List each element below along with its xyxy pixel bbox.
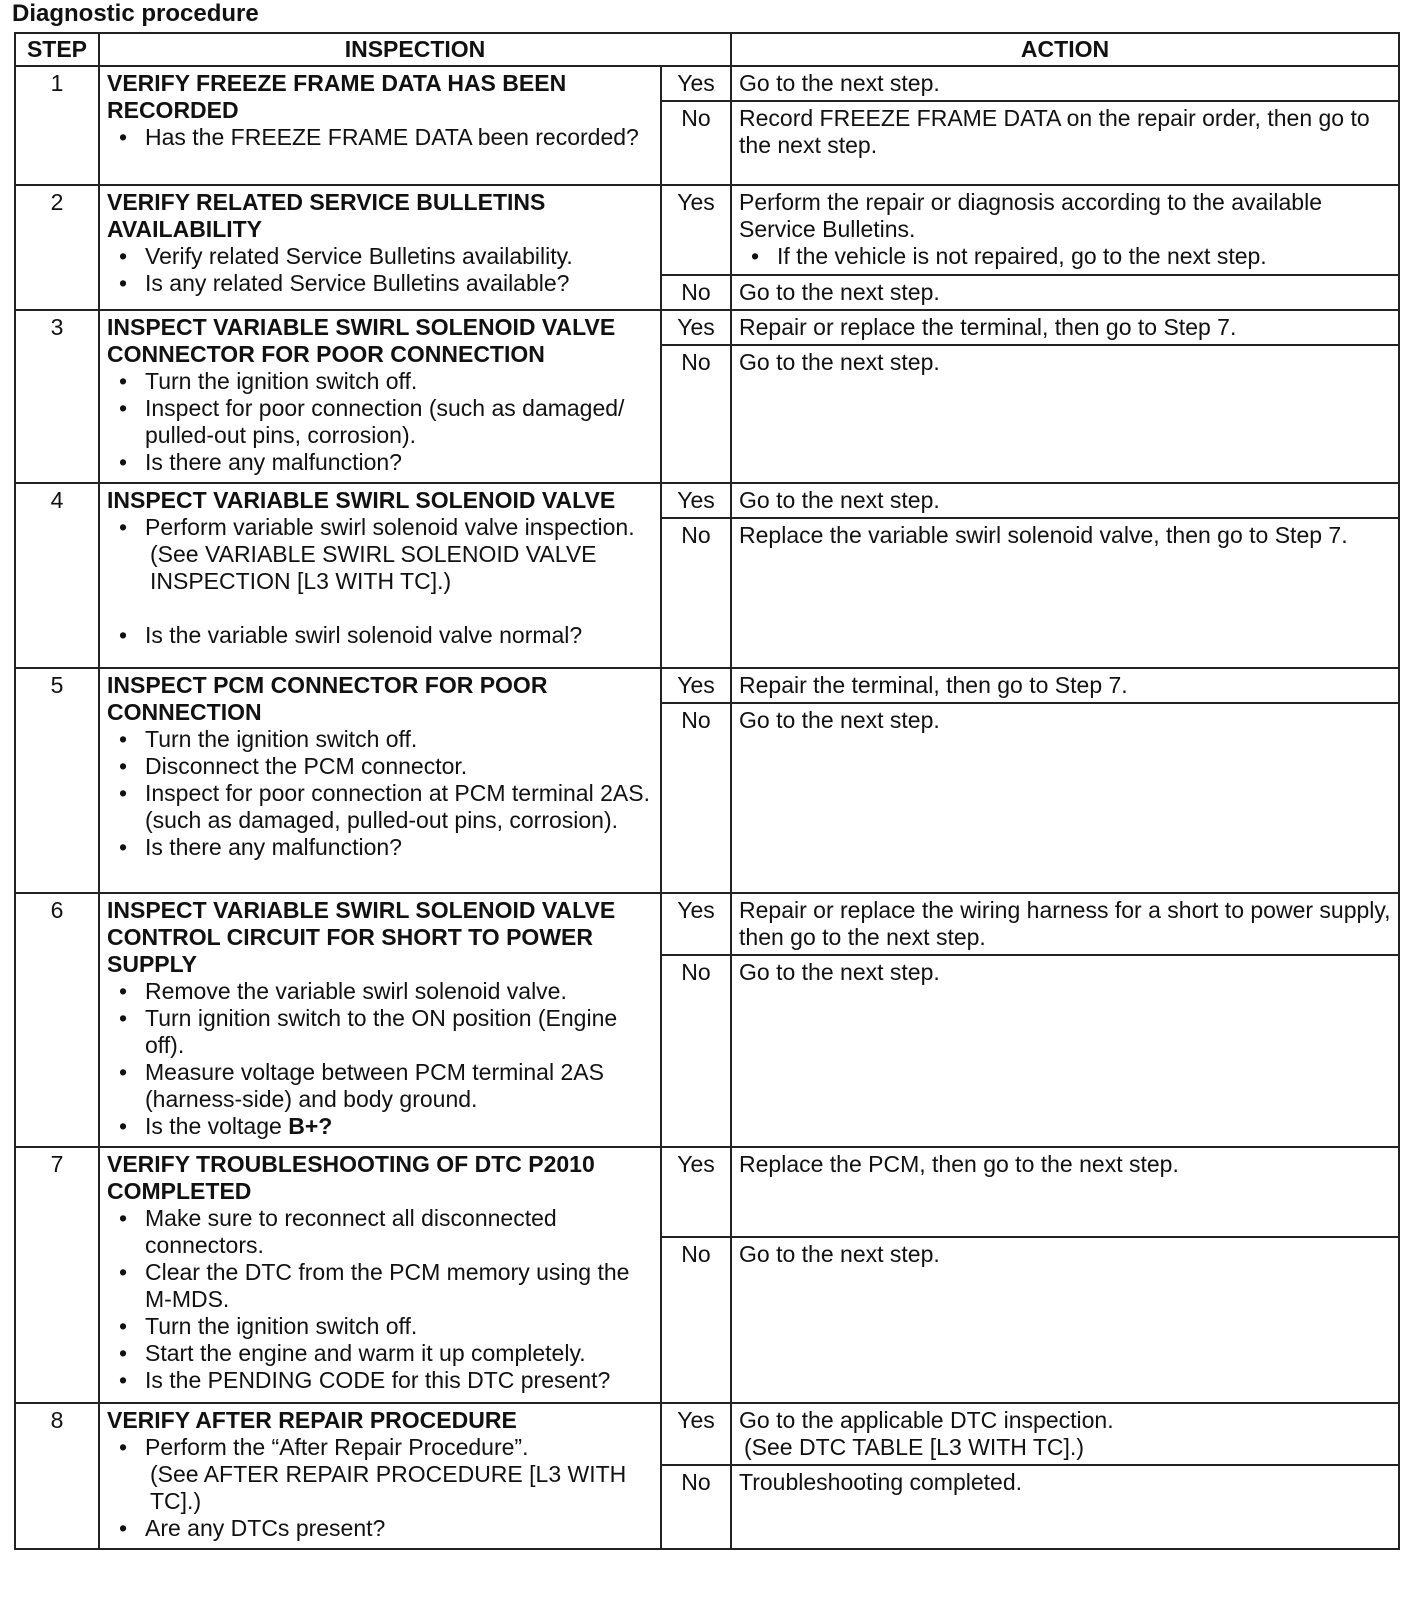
- step-number: 8: [15, 1403, 99, 1549]
- yes-label: Yes: [661, 668, 731, 703]
- step-number: 2: [15, 185, 99, 310]
- step-number: 4: [15, 483, 99, 668]
- no-label: No: [661, 518, 731, 668]
- no-action: Replace the variable swirl solenoid valve, then go to Step 7.: [731, 518, 1399, 668]
- no-action: Go to the next step.: [731, 345, 1399, 483]
- no-label: No: [661, 1237, 731, 1403]
- yes-action: [731, 1403, 1399, 1465]
- page-title: Diagnostic procedure: [12, 0, 259, 27]
- step-number: 3: [15, 310, 99, 483]
- inspection-bullets: [107, 978, 653, 1140]
- bullet-item: • If the vehicle is not repaired, go to the next step.: [739, 243, 1391, 270]
- bullet-item: • Clear the DTC from the PCM memory using the M-MDS.: [107, 1259, 653, 1313]
- step-4-yes-row: [15, 483, 1399, 518]
- see-reference-note: (See DTC TABLE [L3 WITH TC].): [744, 1434, 1084, 1460]
- step-3-yes-row: [15, 310, 1399, 345]
- header-step: STEP: [15, 33, 99, 66]
- see-reference-note: (See VARIABLE SWIRL SOLENOID VALVE INSPECTION [L3 WITH TC].): [150, 541, 597, 594]
- yes-label: Yes: [661, 66, 731, 101]
- bullet-text: Perform the “After Repair Procedure”.: [145, 1434, 529, 1460]
- step-heading: INSPECT PCM CONNECTOR FOR POOR CONNECTION: [107, 672, 548, 725]
- inspection-bullets: [107, 243, 653, 297]
- bullet-item: • Are any DTCs present?: [107, 1515, 653, 1542]
- yes-action: [731, 185, 1399, 275]
- bullet-item: • Remove the variable swirl solenoid valve.: [107, 978, 653, 1005]
- inspection-bullets: [107, 1434, 653, 1542]
- step-2-yes-row: [15, 185, 1399, 275]
- step-inspection: [99, 668, 661, 893]
- bullet-item: • Make sure to reconnect all disconnected connectors.: [107, 1205, 653, 1259]
- yes-label: Yes: [661, 483, 731, 518]
- step-inspection: [99, 893, 661, 1147]
- action-bullets: [739, 243, 1391, 270]
- voltage-value: B+?: [288, 1113, 333, 1139]
- bullet-item: [107, 1434, 653, 1515]
- bullet-item: • Start the engine and warm it up completely.: [107, 1340, 653, 1367]
- no-label: No: [661, 955, 731, 1147]
- bullet-item: • Turn ignition switch to the ON position (Engine off).: [107, 1005, 653, 1059]
- inspection-bullets: [107, 726, 653, 861]
- bullet-text: Is the voltage: [145, 1113, 282, 1139]
- yes-action-text: Go to the applicable DTC inspection.: [739, 1407, 1114, 1433]
- bullet-item: • Turn the ignition switch off.: [107, 1313, 653, 1340]
- step-inspection: [99, 483, 661, 668]
- no-label: No: [661, 1465, 731, 1549]
- inspection-bullets: [107, 124, 653, 151]
- inspection-bullets: [107, 368, 653, 476]
- diagnostic-procedure-table: [14, 32, 1400, 1550]
- no-label: No: [661, 703, 731, 893]
- step-8-yes-row: [15, 1403, 1399, 1465]
- yes-action: Repair or replace the terminal, then go to Step 7.: [731, 310, 1399, 345]
- step-number: 5: [15, 668, 99, 893]
- yes-action: Go to the next step.: [731, 66, 1399, 101]
- bullet-item: [107, 1113, 653, 1140]
- bullet-item: • Measure voltage between PCM terminal 2AS (harness-side) and body ground.: [107, 1059, 653, 1113]
- yes-label: Yes: [661, 893, 731, 955]
- bullet-item: • Verify related Service Bulletins availability.: [107, 243, 653, 270]
- no-label: No: [661, 101, 731, 185]
- yes-label: Yes: [661, 310, 731, 345]
- bullet-item: • Is there any malfunction?: [107, 834, 653, 861]
- step-1-yes-row: [15, 66, 1399, 101]
- step-6-yes-row: [15, 893, 1399, 955]
- yes-label: Yes: [661, 185, 731, 275]
- yes-action: Replace the PCM, then go to the next step.: [731, 1147, 1399, 1237]
- step-5-yes-row: [15, 668, 1399, 703]
- step-heading: INSPECT VARIABLE SWIRL SOLENOID VALVE CONNECTOR FOR POOR CONNECTION: [107, 314, 616, 367]
- bullet-item: • Inspect for poor connection at PCM terminal 2AS. (such as damaged, pulled-out pins, corrosion).: [107, 780, 653, 834]
- yes-action: Repair the terminal, then go to Step 7.: [731, 668, 1399, 703]
- yes-label: Yes: [661, 1147, 731, 1237]
- bullet-item: • Is any related Service Bulletins available?: [107, 270, 653, 297]
- step-heading: VERIFY TROUBLESHOOTING OF DTC P2010 COMPLETED: [107, 1151, 595, 1204]
- step-number: 7: [15, 1147, 99, 1403]
- no-label: No: [661, 275, 731, 310]
- no-action: Record FREEZE FRAME DATA on the repair order, then go to the next step.: [731, 101, 1399, 185]
- yes-label: Yes: [661, 1403, 731, 1465]
- no-action: Troubleshooting completed.: [731, 1465, 1399, 1549]
- yes-action: Repair or replace the wiring harness for a short to power supply, then go to the next step.: [731, 893, 1399, 955]
- bullet-item: • Has the FREEZE FRAME DATA been recorded?: [107, 124, 653, 151]
- bullet-item: • Turn the ignition switch off.: [107, 368, 653, 395]
- step-inspection: [99, 310, 661, 483]
- bullet-text: Perform variable swirl solenoid valve inspection.: [145, 514, 635, 540]
- no-action: Go to the next step.: [731, 275, 1399, 310]
- step-number: 6: [15, 893, 99, 1147]
- no-action: Go to the next step.: [731, 703, 1399, 893]
- yes-action-text: Perform the repair or diagnosis according to the available Service Bulletins.: [739, 189, 1323, 242]
- no-label: No: [661, 345, 731, 483]
- bullet-item: [107, 514, 653, 622]
- step-heading: VERIFY FREEZE FRAME DATA HAS BEEN RECORDED: [107, 70, 567, 123]
- step-inspection: [99, 185, 661, 310]
- step-heading: VERIFY AFTER REPAIR PROCEDURE: [107, 1407, 517, 1433]
- bullet-item: • Disconnect the PCM connector.: [107, 753, 653, 780]
- step-inspection: [99, 1403, 661, 1549]
- step-7-yes-row: [15, 1147, 1399, 1237]
- bullet-item: • Is there any malfunction?: [107, 449, 653, 476]
- step-inspection: [99, 1147, 661, 1403]
- no-action: Go to the next step.: [731, 955, 1399, 1147]
- step-number: 1: [15, 66, 99, 185]
- header-inspection: INSPECTION: [99, 33, 731, 66]
- bullet-item: • Is the variable swirl solenoid valve normal?: [107, 622, 653, 649]
- bullet-item: • Inspect for poor connection (such as damaged/ pulled-out pins, corrosion).: [107, 395, 653, 449]
- yes-action: Go to the next step.: [731, 483, 1399, 518]
- bullet-item: • Is the PENDING CODE for this DTC present?: [107, 1367, 653, 1394]
- bullet-item: • Turn the ignition switch off.: [107, 726, 653, 753]
- inspection-bullets: [107, 1205, 653, 1394]
- see-reference-note: (See AFTER REPAIR PROCEDURE [L3 WITH TC].): [150, 1461, 627, 1514]
- step-heading: INSPECT VARIABLE SWIRL SOLENOID VALVE: [107, 487, 616, 513]
- no-action: Go to the next step.: [731, 1237, 1399, 1403]
- header-action: ACTION: [731, 33, 1399, 66]
- table-header-row: [15, 33, 1399, 66]
- step-inspection: [99, 66, 661, 185]
- step-heading: INSPECT VARIABLE SWIRL SOLENOID VALVE CONTROL CIRCUIT FOR SHORT TO POWER SUPPLY: [107, 897, 616, 977]
- step-heading: VERIFY RELATED SERVICE BULLETINS AVAILABILITY: [107, 189, 546, 242]
- inspection-bullets: [107, 514, 653, 649]
